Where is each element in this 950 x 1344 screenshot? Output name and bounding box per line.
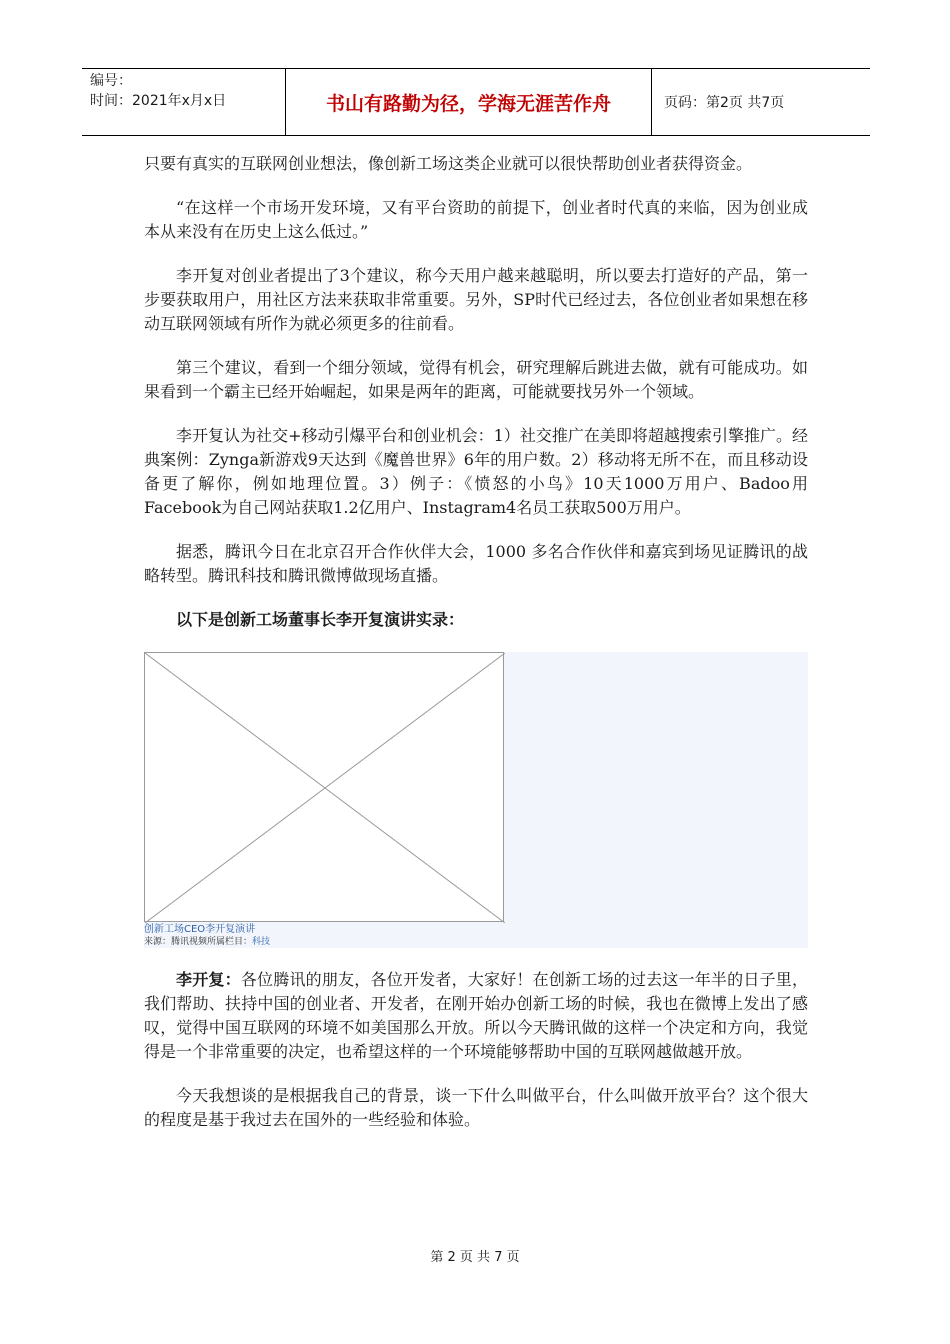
header-table (82, 68, 870, 136)
header-motto: 书山有路勤为径，学海无涯苦作舟 (286, 69, 652, 135)
video-placeholder[interactable] (144, 652, 504, 922)
video-embed (144, 652, 808, 948)
header-page-info: 页码：第2页 共7页 (664, 95, 785, 111)
speaker-name: 李开复： (176, 970, 241, 989)
page-footer: 第 2 页 共 7 页 (430, 1250, 520, 1265)
paragraph-2: “在这样一个市场开发环境，又有平台资助的前提下，创业者时代真的来临，因为创业成本从来没有在历史上这么低过。” (144, 198, 808, 241)
section-heading: 以下是创新工场董事长李开复演讲实录： (176, 610, 465, 629)
video-caption[interactable]: 创新工场CEO李开复演讲 (144, 924, 256, 935)
broken-image-icon (145, 653, 505, 923)
paragraph-6: 据悉，腾讯今日在北京召开合作伙伴大会，1000 多名合作伙伴和嘉宾到场见证腾讯的战略转型。腾讯科技和腾讯微博做现场直播。 (144, 542, 808, 585)
paragraph-last: 今天我想谈的是根据我自己的背景，谈一下什么叫做平台，什么叫做开放平台？这个很大的程度是基于我过去在国外的一些经验和体验。 (144, 1086, 808, 1129)
paragraph-3: 李开复对创业者提出了3个建议，称今天用户越来越聪明，所以要去打造好的产品，第一步要获取用户，用社区方法来获取非常重要。另外，SP时代已经过去，各位创业者如果想在移动互联网领域有所作为就必须更多的往前看。 (144, 266, 808, 333)
paragraph-4: 第三个建议，看到一个细分领域，觉得有机会，研究理解后跳进去做，就有可能成功。如果看到一个霸主已经开始崛起，如果是两年的距离，可能就要找另外一个领域。 (144, 358, 808, 401)
video-source-prefix: 来源：腾讯视频所属栏目： (144, 937, 253, 947)
speech-text: 各位腾讯的朋友，各位开发者，大家好！在创新工场的过去这一年半的日子里，我们帮助、扶持中国的创业者、开发者，在刚开始办创新工场的时候，我也在微博上发出了感叹，觉得中国互联网的环境不如美国那么开放。所以今天腾讯做的这样一个决定和方向，我觉得是一个非常重要的决定，也希望这样的一个环境能够帮助中国的互联网越做越开放。 (144, 970, 808, 1061)
video-source (144, 937, 270, 948)
header-time-label: 时间：2021年x月x日 (90, 93, 227, 109)
header-meta-cell (82, 69, 286, 135)
speech-paragraph (144, 968, 808, 1064)
document-body (144, 152, 808, 1152)
paragraph-5: 李开复认为社交+移动引爆平台和创业机会：1）社交推广在美即将超越搜索引擎推广。经典案例：Zynga新游戏9天达到《魔兽世界》6年的用户数。2）移动将无所不在，而且移动设备更了解你，例如地理位置。3）例子：《愤怒的小鸟》10天1000万用户、Badoo用Facebook为自己网站获取1.2亿用户、Instagram4名员工获取500万用户。 (144, 426, 808, 517)
paragraph-1: 只要有真实的互联网创业想法，像创新工场这类企业就可以很快帮助创业者获得资金。 (144, 154, 753, 173)
video-source-link[interactable]: 科技 (252, 937, 271, 947)
header-number-label: 编号： (90, 73, 132, 89)
